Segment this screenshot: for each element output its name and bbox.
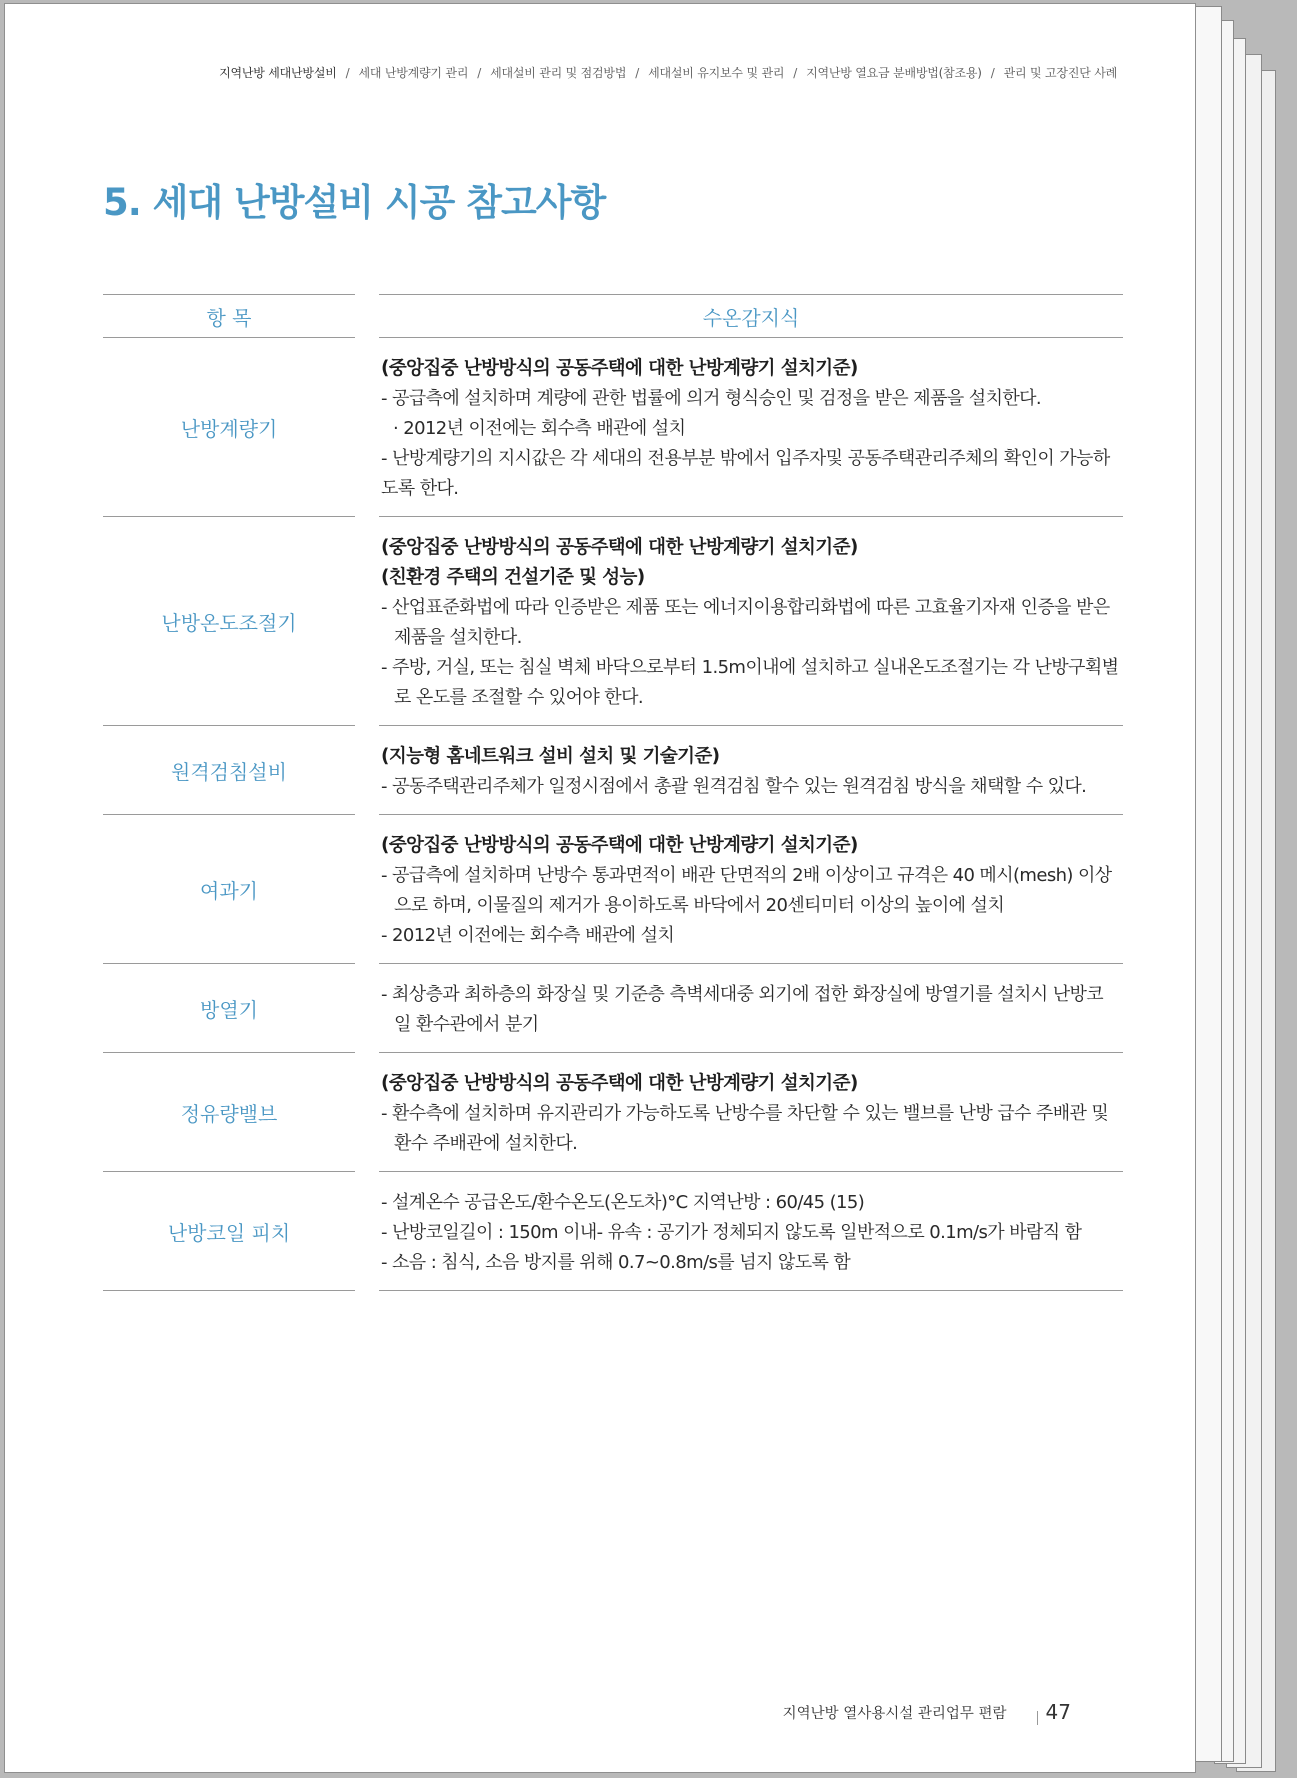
header-spec-column: 수온감지식 (379, 294, 1123, 338)
spec-table (103, 294, 1123, 1291)
row-label: 방열기 (103, 964, 355, 1053)
table-row (103, 1053, 1123, 1172)
row-content (379, 815, 1123, 964)
table-row (103, 517, 1123, 726)
row-content (379, 338, 1123, 517)
footer-divider (1037, 1711, 1038, 1725)
requirement-item: - 산업표준화법에 따라 인증받은 제품 또는 에너지이용합리화법에 따른 고효율기자재 인증을 받은 제품을 설치한다. (381, 597, 1110, 648)
requirement-item: - 난방계량기의 지시값은 각 세대의 전용부분 밖에서 입주자및 공동주택관리주체의 확인이 가능하도록 한다. (381, 448, 1110, 499)
requirement-item: - 2012년 이전에는 회수측 배관에 설치 (381, 925, 675, 946)
breadcrumb-separator: / (793, 66, 798, 80)
row-label: 원격검침설비 (103, 726, 355, 815)
table-row (103, 1172, 1123, 1291)
requirement-item: - 난방코일길이 : 150m 이내- 유속 : 공기가 정체되지 않도록 일반적으로 0.1m/s가 바람직 함 (381, 1222, 1082, 1243)
document-page (4, 3, 1196, 1773)
page-stack-edge (1194, 6, 1222, 1762)
row-label: 난방계량기 (103, 338, 355, 517)
requirement-item: - 공급측에 설치하며 계량에 관한 법률에 의거 형식승인 및 검정을 받은 제품을 설치한다. (381, 388, 1042, 409)
standard-reference: (중앙집중 난방방식의 공동주택에 대한 난방계량기 설치기준) (381, 358, 858, 379)
table-row (103, 815, 1123, 964)
row-label: 난방코일 피치 (103, 1172, 355, 1291)
breadcrumb-separator: / (477, 66, 482, 80)
row-label: 정유량밸브 (103, 1053, 355, 1172)
row-content (379, 1053, 1123, 1172)
standard-reference: (지능형 홈네트워크 설비 설치 및 기술기준) (381, 746, 720, 767)
page-title: 5. 세대 난방설비 시공 참고사항 (103, 181, 606, 224)
requirement-item: - 소음 : 침식, 소음 방지를 위해 0.7~0.8m/s를 넘지 않도록 함 (381, 1252, 851, 1273)
row-content (379, 517, 1123, 726)
standard-reference: (중앙집중 난방방식의 공동주택에 대한 난방계량기 설치기준) (381, 537, 858, 558)
table-row (103, 338, 1123, 517)
table-header (103, 294, 1123, 338)
breadcrumb-item[interactable]: 지역난방 열요금 분배방법(참조용) (806, 66, 982, 80)
breadcrumb-item[interactable]: 세대설비 유지보수 및 관리 (648, 66, 785, 80)
row-label: 난방온도조절기 (103, 517, 355, 726)
breadcrumb (219, 64, 1117, 81)
book-title: 지역난방 열사용시설 관리업무 편람 (782, 1705, 1007, 1722)
page-number: 47 (1045, 1700, 1071, 1724)
page-footer (783, 1700, 1071, 1724)
table-row (103, 726, 1123, 815)
row-content (379, 726, 1123, 815)
row-content (379, 964, 1123, 1053)
requirement-item: - 최상층과 최하층의 화장실 및 기준층 측벽세대중 외기에 접한 화장실에 방열기를 설치시 난방코일 환수관에서 분기 (381, 984, 1104, 1035)
requirement-item: - 환수측에 설치하며 유지관리가 가능하도록 난방수를 차단할 수 있는 밸브를 난방 급수 주배관 및 환수 주배관에 설치한다. (381, 1103, 1109, 1154)
row-content (379, 1172, 1123, 1291)
breadcrumb-item[interactable]: 세대 난방계량기 관리 (358, 66, 469, 80)
requirement-item: - 공급측에 설치하며 난방수 통과면적이 배관 단면적의 2배 이상이고 규격은 40 메시(mesh) 이상으로 하며, 이물질의 제거가 용이하도록 바닥에서 20센티미터 이상의 높이에 설치 (381, 865, 1112, 916)
requirement-item: - 설계온수 공급온도/환수온도(온도차)°C 지역난방 : 60/45 (15) (381, 1192, 865, 1213)
breadcrumb-separator: / (635, 66, 640, 80)
row-label: 여과기 (103, 815, 355, 964)
breadcrumb-separator: / (345, 66, 350, 80)
breadcrumb-item[interactable]: 세대설비 관리 및 점검방법 (490, 66, 627, 80)
table-row (103, 964, 1123, 1053)
standard-reference: (중앙집중 난방방식의 공동주택에 대한 난방계량기 설치기준) (381, 835, 858, 856)
breadcrumb-item[interactable]: 관리 및 고장진단 사례 (1003, 66, 1117, 80)
standard-reference: (중앙집중 난방방식의 공동주택에 대한 난방계량기 설치기준) (381, 1073, 858, 1094)
requirement-item: - 공동주택관리주체가 일정시점에서 총괄 원격검침 할수 있는 원격검침 방식을 채택할 수 있다. (381, 776, 1087, 797)
breadcrumb-item[interactable]: 지역난방 세대난방설비 (219, 66, 337, 80)
header-item-column: 항 목 (103, 294, 355, 338)
standard-reference: (친환경 주택의 건설기준 및 성능) (381, 567, 645, 588)
breadcrumb-separator: / (990, 66, 995, 80)
requirement-subitem: · 2012년 이전에는 회수측 배관에 설치 (393, 418, 686, 439)
requirement-item: - 주방, 거실, 또는 침실 벽체 바닥으로부터 1.5m이내에 설치하고 실내온도조절기는 각 난방구획별로 온도를 조절할 수 있어야 한다. (381, 657, 1119, 708)
